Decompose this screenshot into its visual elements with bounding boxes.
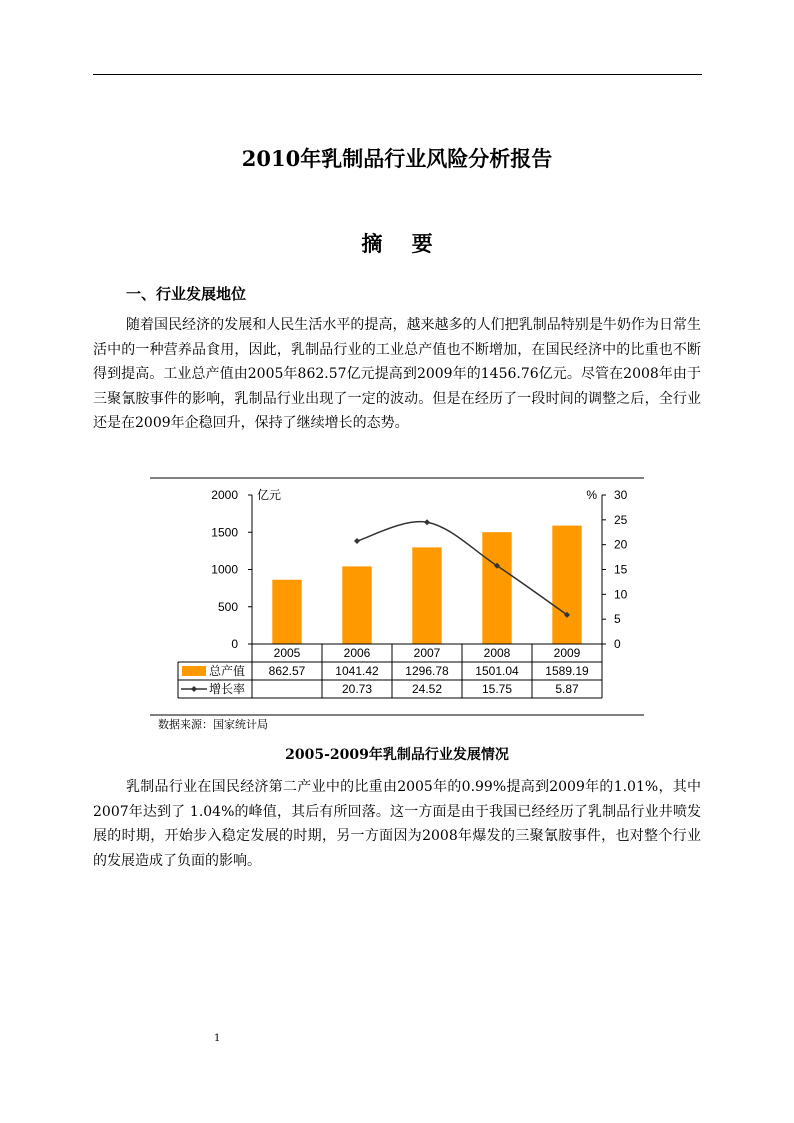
paragraph-industry-share: 乳制品行业在国民经济第二产业中的比重由2005年的0.99%提高到2009年的1.01%，其中2007年达到了 1.04%的峰值，其后有所回落。这一方面是由于我国已经经历了乳制品行业井喷发展的时期，开始步入稳定发展的时期，另一方面因为2008年爆发的三聚氰胺事件，也对整个行业的发展造成了负面的影响。 bbox=[93, 779, 701, 869]
bar-2005 bbox=[272, 580, 301, 644]
right-tick-label: 10 bbox=[614, 587, 628, 602]
report-title: 2010年乳制品行业风险分析报告 bbox=[241, 146, 553, 171]
legend-label-output: 总产值 bbox=[209, 664, 246, 678]
left-tick-label: 500 bbox=[217, 599, 238, 614]
right-unit-label: % bbox=[586, 488, 597, 502]
growth-value-2009: 5.87 bbox=[555, 682, 579, 696]
right-tick-label: 15 bbox=[614, 562, 628, 577]
legend-marker-growth bbox=[191, 686, 197, 692]
growth-value-2007: 24.52 bbox=[411, 682, 443, 696]
legend-key-output bbox=[182, 666, 206, 676]
chart-source: 数据来源：国家统计局 bbox=[158, 718, 268, 731]
left-unit-label: 亿元 bbox=[257, 488, 282, 502]
growth-point-2007 bbox=[424, 519, 430, 525]
right-tick-label: 25 bbox=[614, 512, 628, 527]
page-number: 1 bbox=[214, 1033, 221, 1044]
paragraph-industry-status: 随着国民经济的发展和人民生活水平的提高，越来越多的人们把乳制品特别是牛奶作为日常生活中的一种营养品食用，因此，乳制品行业的工业总产值也不断增加，在国民经济中的比重也不断得到提高。工业总产值由2005年862.57亿元提高到2009年的1456.76亿元。尽管在2008年由于三聚氰胺事件的影响，乳制品行业出现了一定的波动。但是在经历了一段时间的调整之后，全行业还是在2009年企稳回升，保持了继续增长的态势。 bbox=[93, 317, 701, 431]
growth-line bbox=[357, 522, 567, 615]
bar-2009 bbox=[552, 526, 581, 644]
right-tick-label: 30 bbox=[614, 488, 628, 502]
abstract-heading: 摘 要 bbox=[361, 231, 433, 256]
left-tick-label: 0 bbox=[231, 637, 238, 651]
output-value-2008: 1501.04 bbox=[475, 664, 519, 678]
x-tick-label: 2009 bbox=[553, 646, 581, 660]
output-value-2005: 862.57 bbox=[268, 664, 306, 678]
x-tick-label: 2005 bbox=[273, 646, 301, 660]
header-rule bbox=[93, 74, 702, 75]
growth-value-2006: 20.73 bbox=[341, 682, 373, 696]
dairy-chart bbox=[150, 477, 644, 717]
right-tick-label: 5 bbox=[614, 612, 621, 627]
bar-2007 bbox=[412, 547, 441, 644]
growth-point-2006 bbox=[354, 538, 360, 544]
right-tick-label: 20 bbox=[614, 537, 628, 552]
bar-2008 bbox=[482, 532, 511, 644]
output-value-2009: 1589.19 bbox=[545, 664, 589, 678]
output-value-2006: 1041.42 bbox=[335, 664, 379, 678]
output-value-2007: 1296.78 bbox=[405, 664, 449, 678]
section-heading: 一、行业发展地位 bbox=[126, 285, 247, 303]
right-tick-label: 0 bbox=[614, 637, 621, 651]
bar-2006 bbox=[342, 566, 371, 644]
left-tick-label: 2000 bbox=[211, 488, 238, 502]
growth-value-2008: 15.75 bbox=[481, 682, 513, 696]
x-tick-label: 2007 bbox=[413, 646, 441, 660]
chart-svg bbox=[150, 477, 644, 717]
left-tick-label: 1000 bbox=[211, 562, 238, 577]
chart-caption: 2005-2009年乳制品行业发展情况 bbox=[285, 747, 509, 763]
x-tick-label: 2008 bbox=[483, 646, 511, 660]
x-tick-label: 2006 bbox=[343, 646, 371, 660]
left-tick-label: 1500 bbox=[211, 525, 238, 540]
legend-label-growth: 增长率 bbox=[209, 682, 246, 696]
